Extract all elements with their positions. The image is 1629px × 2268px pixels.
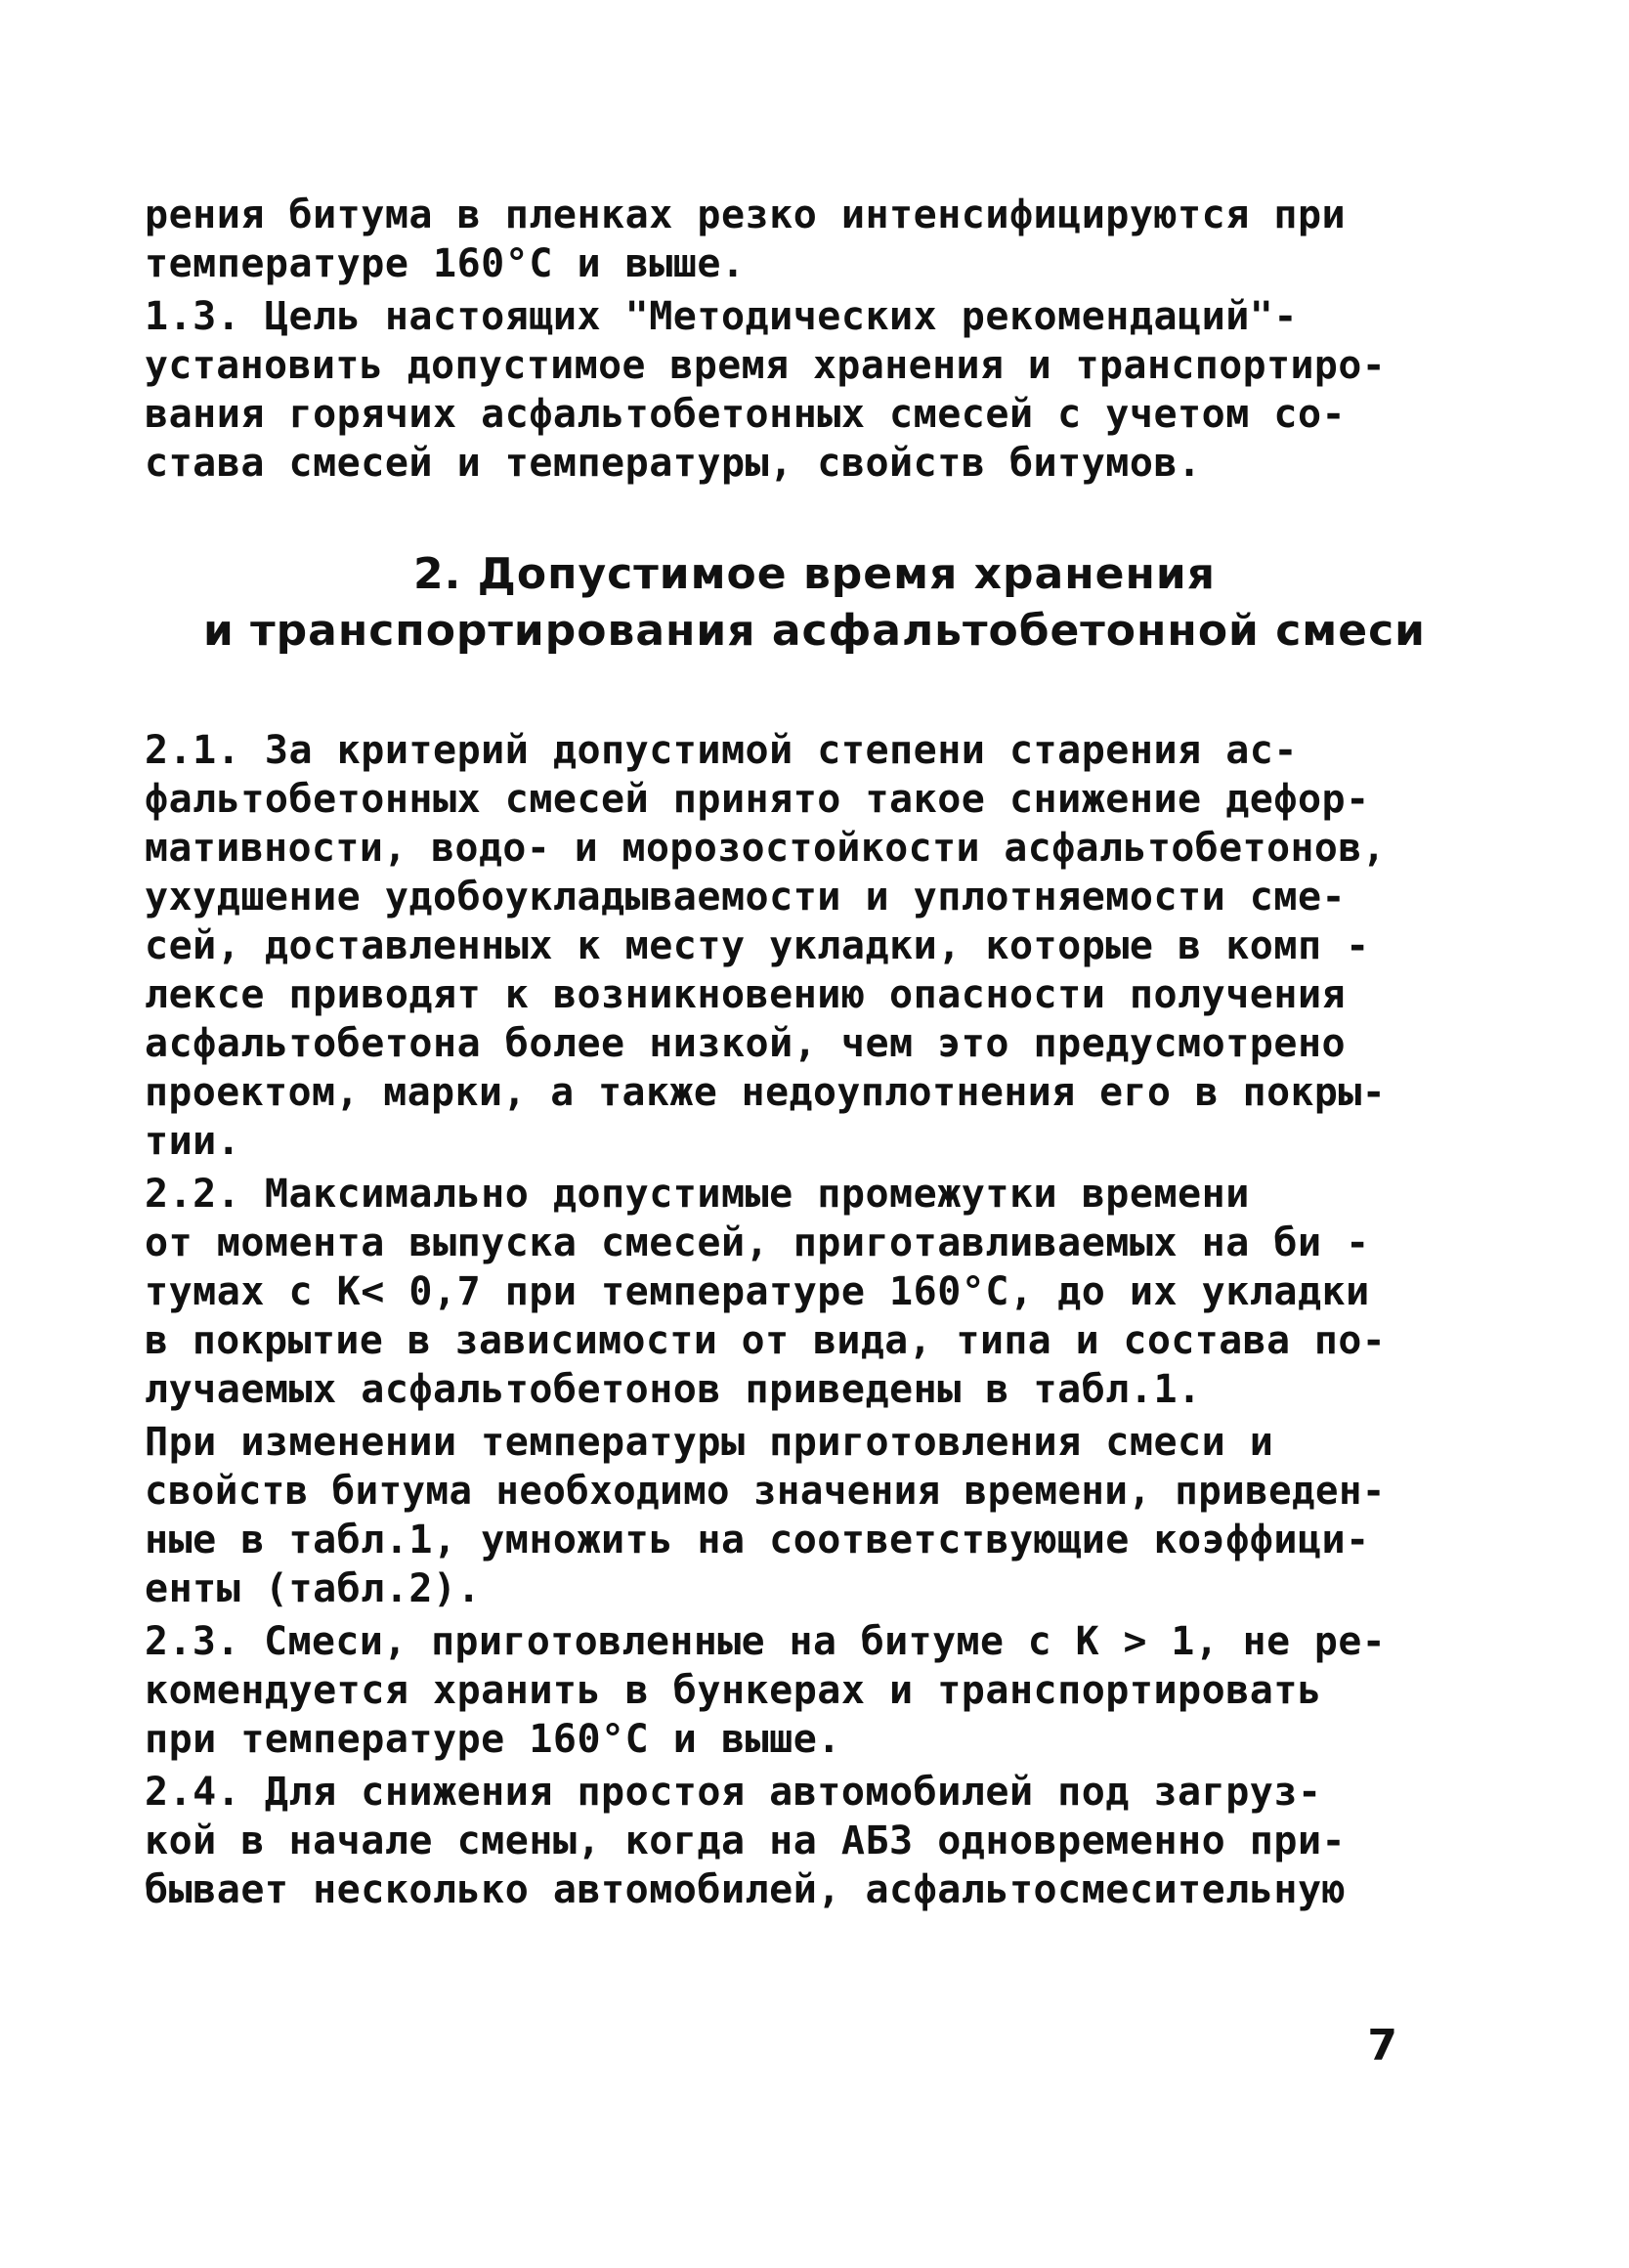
text-line: При изменении температуры приготовления смеси и: [145, 1420, 1274, 1465]
text-line: 1.3. Цель настоящих "Методических рекомендаций"-: [145, 294, 1298, 339]
text-line: става смесей и температуры, свойств битумов.: [145, 441, 1202, 486]
page-number: 7: [1367, 2021, 1397, 2071]
text-line: температуре 160°С и выше.: [145, 241, 746, 286]
text-line: тумах с К< 0,7 при температуре 160°С, до их укладки: [145, 1269, 1370, 1314]
text-line: свойств битума необходимо значения времени, приведен-: [145, 1469, 1386, 1514]
text-line: 2.4. Для снижения простоя автомобилей под загруз-: [145, 1770, 1322, 1815]
text-line: ные в табл.1, умножить на соответствующие коэффици-: [145, 1518, 1370, 1562]
text-line: установить допустимое время хранения и транспортиро-: [145, 343, 1387, 388]
text-line: лучаемых асфальтобетонов приведены в табл.1.: [145, 1367, 1202, 1412]
text-line: 2.3. Смеси, приготовленные на битуме с К > 1, не ре-: [145, 1619, 1387, 1664]
text-line: тии.: [145, 1119, 241, 1164]
text-line: кой в начале смены, когда на АБЗ одновременно при-: [145, 1819, 1347, 1863]
text-line: в покрытие в зависимости от вида, типа и состава по-: [145, 1318, 1387, 1363]
text-line: при температуре 160°С и выше.: [145, 1717, 841, 1762]
text-line: асфальтобетона более низкой, чем это предусмотрено: [145, 1021, 1347, 1066]
section-heading-line: 2. Допустимое время хранения: [413, 549, 1216, 599]
section-heading-line: и транспортирования асфальтобетонной смеси: [202, 606, 1426, 656]
text-line: сей, доставленных к месту укладки, которые в комп -: [145, 923, 1370, 968]
text-line: лексе приводят к возникновению опасности получения: [145, 972, 1347, 1017]
text-line: рения битума в пленках резко интенсифицируются при: [145, 193, 1347, 237]
text-line: фальтобетонных смесей принято такое снижение дефор-: [145, 777, 1370, 822]
text-line: вания горячих асфальтобетонных смесей с учетом со-: [145, 392, 1347, 437]
text-line: ухудшение удобоукладываемости и уплотняемости сме-: [145, 875, 1347, 920]
text-line: проектом, марки, а также недоуплотнения его в покры-: [145, 1070, 1387, 1115]
text-line: 2.2. Максимально допустимые промежутки времени: [145, 1172, 1250, 1217]
text-line: 2.1. За критерий допустимой степени старения ас-: [145, 728, 1298, 773]
text-line: бывает несколько автомобилей, асфальтосмесительную: [145, 1867, 1347, 1912]
text-line: енты (табл.2).: [145, 1566, 482, 1611]
text-line: комендуется хранить в бункерах и транспортировать: [145, 1668, 1322, 1713]
text-line: от момента выпуска смесей, приготавливаемых на би -: [145, 1220, 1370, 1265]
text-line: мативности, водо- и морозостойкости асфальтобетонов,: [145, 826, 1387, 871]
